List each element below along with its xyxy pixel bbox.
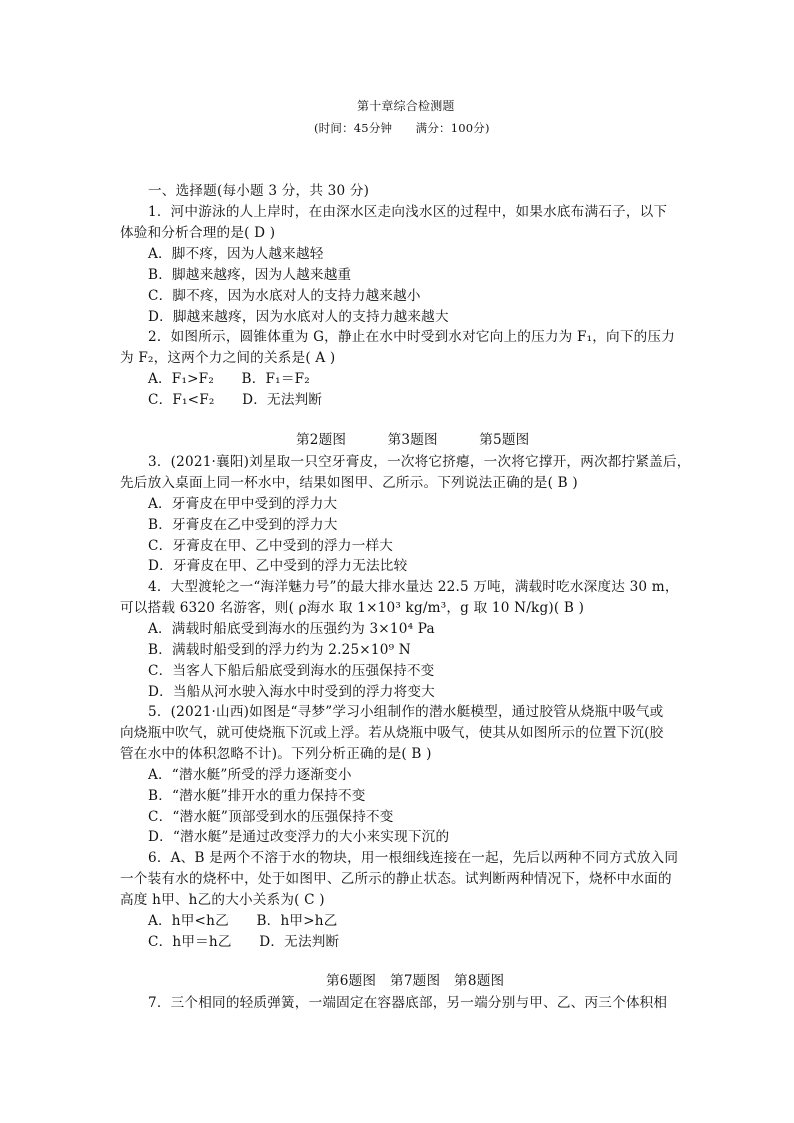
question-1-stem-cont: 体验和分析合理的是( D )	[120, 225, 276, 241]
question-1-stem: 1．河中游泳的人上岸时，在由深水区走向浅水区的过程中，如果水底布满石子，以下	[148, 204, 668, 220]
question-2-stem: 2．如图所示，圆锥体重为 G，静止在水中时受到水对它向上的压力为 F₁，向下的压力	[148, 329, 676, 345]
question-5-option-b: B．“潜水艇”排开水的重力保持不变	[148, 788, 366, 804]
question-5-option-d: D．“潜水艇”是通过改变浮力的大小来实现下沉的	[148, 829, 450, 845]
question-1-option-c: C．脚不疼，因为水底对人的支持力越来越小	[148, 288, 421, 304]
question-6-stem: 6．A、B 是两个不溶于水的物块，用一根细线连接在一起，先后以两种不同方式放入同	[148, 850, 679, 866]
question-3-option-a: A．牙膏皮在甲中受到的浮力大	[148, 496, 338, 512]
question-5-stem-cont-2: 管在水中的体积忽略不计)。下列分析正确的是( B )	[120, 746, 432, 762]
figure-caption-row-1: 第2题图 第3题图 第5题图	[296, 432, 530, 448]
figure-caption-row-2: 第6题图 第7题图 第8题图	[326, 973, 505, 989]
question-7-stem: 7．三个相同的轻质弹簧，一端固定在容器底部，另一端分别与甲、乙、丙三个体积相	[148, 995, 668, 1011]
question-1-option-a: A．脚不疼，因为人越来越轻	[148, 246, 324, 262]
question-2-options-row1: A．F₁>F₂ B．F₁＝F₂	[148, 371, 310, 387]
question-3-option-c: C．牙膏皮在甲、乙中受到的浮力一样大	[148, 538, 394, 554]
question-2-stem-cont: 为 F₂，这两个力之间的关系是( A )	[120, 350, 336, 366]
question-5-option-c: C．“潜水艇”顶部受到水的压强保持不变	[148, 809, 394, 825]
question-1-option-d: D．脚越来越疼，因为水底对人的支持力越来越大	[148, 309, 449, 325]
question-3-option-d: D．牙膏皮在甲、乙中受到的浮力无法比较	[148, 558, 408, 574]
question-4-option-c: C．当客人下船后船底受到海水的压强保持不变	[148, 663, 435, 679]
question-6-stem-cont: 一个装有水的烧杯中，处于如图甲、乙所示的静止状态。试判断两种情况下，烧杯中水面的	[120, 871, 672, 887]
question-4-option-d: D．当船从河水驶入海水中时受到的浮力将变大	[148, 684, 435, 700]
question-4-stem: 4．大型渡轮之一“海洋魅力号”的最大排水量达 22.5 万吨，满载时吃水深度达 30 m，	[148, 579, 679, 595]
question-5-stem-cont: 向烧瓶中吹气，就可使烧瓶下沉或上浮。若从烧瓶中吸气，使其从如图所示的位置下沉(胶	[120, 725, 664, 741]
question-6-options-row2: C．h甲＝h乙 D．无法判断	[148, 934, 340, 950]
question-4-stem-cont: 可以搭载 6320 名游客，则( ρ海水 取 1×10³ kg/m³，g 取 10 N/kg)( B )	[120, 600, 585, 616]
question-3-stem: 3．(2021·襄阳)刘星取一只空牙膏皮，一次将它挤瘪，一次将它撑开，两次都拧紧盖后，	[148, 454, 691, 470]
section-heading: 一、选择题(每小题 3 分，共 30 分)	[148, 183, 370, 199]
question-2-options-row2: C．F₁<F₂ D．无法判断	[148, 392, 323, 408]
question-4-option-b: B．满载时船受到的浮力约为 2.25×10⁹ N	[148, 642, 411, 658]
page-title: 第十章综合检测题	[357, 99, 455, 113]
question-6-stem-cont-2: 高度 h甲、h乙的大小关系为( C )	[120, 892, 325, 908]
question-3-option-b: B．牙膏皮在乙中受到的浮力大	[148, 517, 338, 533]
question-4-option-a: A．满载时船底受到海水的压强约为 3×10⁴ Pa	[148, 621, 435, 637]
question-3-stem-cont: 先后放入桌面上同一杯水中，结果如图甲、乙所示。下列说法正确的是( B )	[120, 475, 578, 491]
question-5-stem: 5．(2021·山西)如图是“寻梦”学习小组制作的潜水艇模型，通过胶管从烧瓶中吸气或	[148, 704, 664, 720]
question-5-option-a: A．“潜水艇”所受的浮力逐渐变小	[148, 767, 352, 783]
question-6-options-row1: A．h甲<h乙 B．h甲>h乙	[148, 913, 338, 929]
exam-info: (时间：45分钟 满分：100分)	[314, 121, 490, 135]
question-1-option-b: B．脚越来越疼，因为人越来越重	[148, 267, 352, 283]
